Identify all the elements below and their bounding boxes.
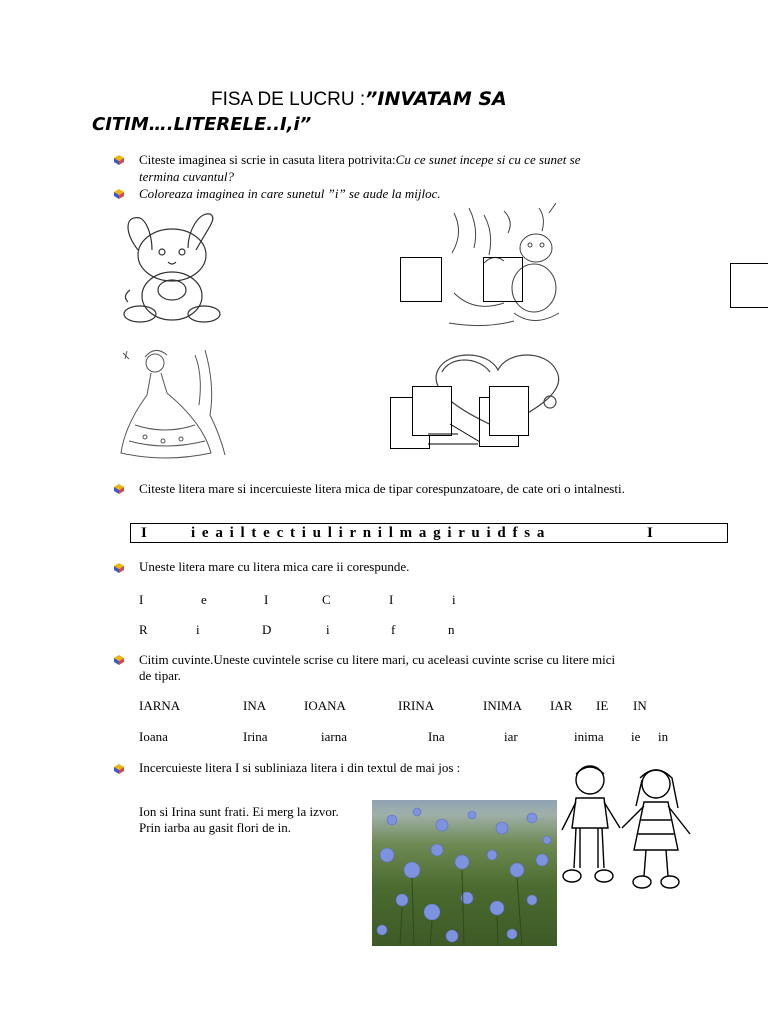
- match-letter[interactable]: C: [322, 592, 331, 607]
- instruction-5: Citim cuvinte.Uneste cuvintele scrise cu litere mari, cu aceleasi cuvinte scrise cu litere mici: [139, 652, 616, 667]
- word-upper[interactable]: IRINA: [398, 698, 435, 713]
- answer-box-edge[interactable]: [730, 263, 768, 308]
- strip-capital-left: I: [141, 525, 147, 541]
- bullet-icon: [114, 189, 124, 199]
- match-letter[interactable]: f: [391, 622, 396, 637]
- children-drawing: [556, 758, 700, 898]
- match-letter[interactable]: n: [448, 622, 455, 637]
- match-letter[interactable]: e: [201, 592, 207, 607]
- instruction-1-question: Cu ce sunet incepe si cu ce sunet se: [395, 152, 581, 167]
- match-letter[interactable]: I: [139, 592, 144, 607]
- bunny-drawing: [118, 210, 228, 330]
- bullet-icon: [114, 155, 124, 165]
- page-title-line2: CITIM….LITERELE..I,i”: [92, 114, 312, 135]
- match-letter[interactable]: I: [389, 592, 394, 607]
- instruction-1-question-cont: termina cuvantul?: [139, 169, 234, 184]
- match-letter[interactable]: I: [264, 592, 269, 607]
- word-lower[interactable]: iar: [504, 729, 518, 744]
- instruction-6: Incercuieste litera I si subliniaza litera i din textul de mai jos :: [139, 760, 461, 775]
- instruction-2: Coloreaza imaginea in care sunetul ”i” se aude la mijloc.: [139, 186, 441, 201]
- strip-letters[interactable]: i e a i l t e c t i u l i r n i l m a g i r u i d f s a: [191, 525, 545, 541]
- instruction-5-cont: de tipar.: [139, 668, 181, 683]
- word-upper[interactable]: IE: [596, 698, 609, 713]
- reading-text-line-1[interactable]: Ion si Irina sunt frati. Ei merg la izvor.: [139, 804, 339, 819]
- word-upper[interactable]: IOANA: [304, 698, 346, 713]
- instruction-4: Uneste litera mare cu litera mica care ii corespunde.: [139, 559, 410, 574]
- word-lower[interactable]: inima: [574, 729, 604, 744]
- instruction-3: Citeste litera mare si incercuieste litera mica de tipar corespunzatoare, de cate ori o intalnesti.: [139, 481, 625, 496]
- word-lower[interactable]: Ioana: [139, 729, 168, 744]
- word-upper[interactable]: IARNA: [139, 698, 181, 713]
- answer-box-end[interactable]: [483, 257, 523, 302]
- word-lower[interactable]: iarna: [321, 729, 347, 744]
- word-upper[interactable]: IAR: [550, 698, 573, 713]
- title-prefix: FISA DE LUCRU :: [211, 89, 366, 110]
- flax-flowers-photo: [372, 800, 557, 946]
- match-letter[interactable]: i: [452, 592, 456, 607]
- strip-capital-right: I: [647, 525, 653, 541]
- word-lower[interactable]: Irina: [243, 729, 268, 744]
- title-emphasis-1: ”INVATAM SA: [365, 88, 507, 110]
- page-title-line1: [211, 88, 507, 111]
- reading-text-line-2[interactable]: Prin iarba au gasit flori de in.: [139, 820, 291, 835]
- word-lower[interactable]: ie: [631, 729, 641, 744]
- word-upper[interactable]: INA: [243, 698, 267, 713]
- bullet-icon: [114, 655, 124, 665]
- word-upper[interactable]: INIMA: [483, 698, 522, 713]
- match-letter[interactable]: D: [262, 622, 272, 637]
- match-letter[interactable]: R: [139, 622, 148, 637]
- letter-strip: [130, 523, 728, 543]
- princess-drawing: [115, 345, 230, 463]
- bullet-icon: [114, 764, 124, 774]
- bullet-icon: [114, 563, 124, 573]
- word-lower[interactable]: in: [658, 729, 669, 744]
- bullet-icon: [114, 484, 124, 494]
- answer-box-start[interactable]: [400, 257, 442, 302]
- match-letter[interactable]: i: [196, 622, 200, 637]
- word-lower[interactable]: Ina: [428, 729, 445, 744]
- connector-lines: [428, 420, 488, 446]
- word-upper[interactable]: IN: [633, 698, 647, 713]
- instruction-1-text: Citeste imaginea si scrie in casuta litera potrivita:: [139, 152, 396, 167]
- answer-box[interactable]: [489, 386, 529, 436]
- match-letter[interactable]: i: [326, 622, 330, 637]
- instruction-1: [139, 152, 581, 168]
